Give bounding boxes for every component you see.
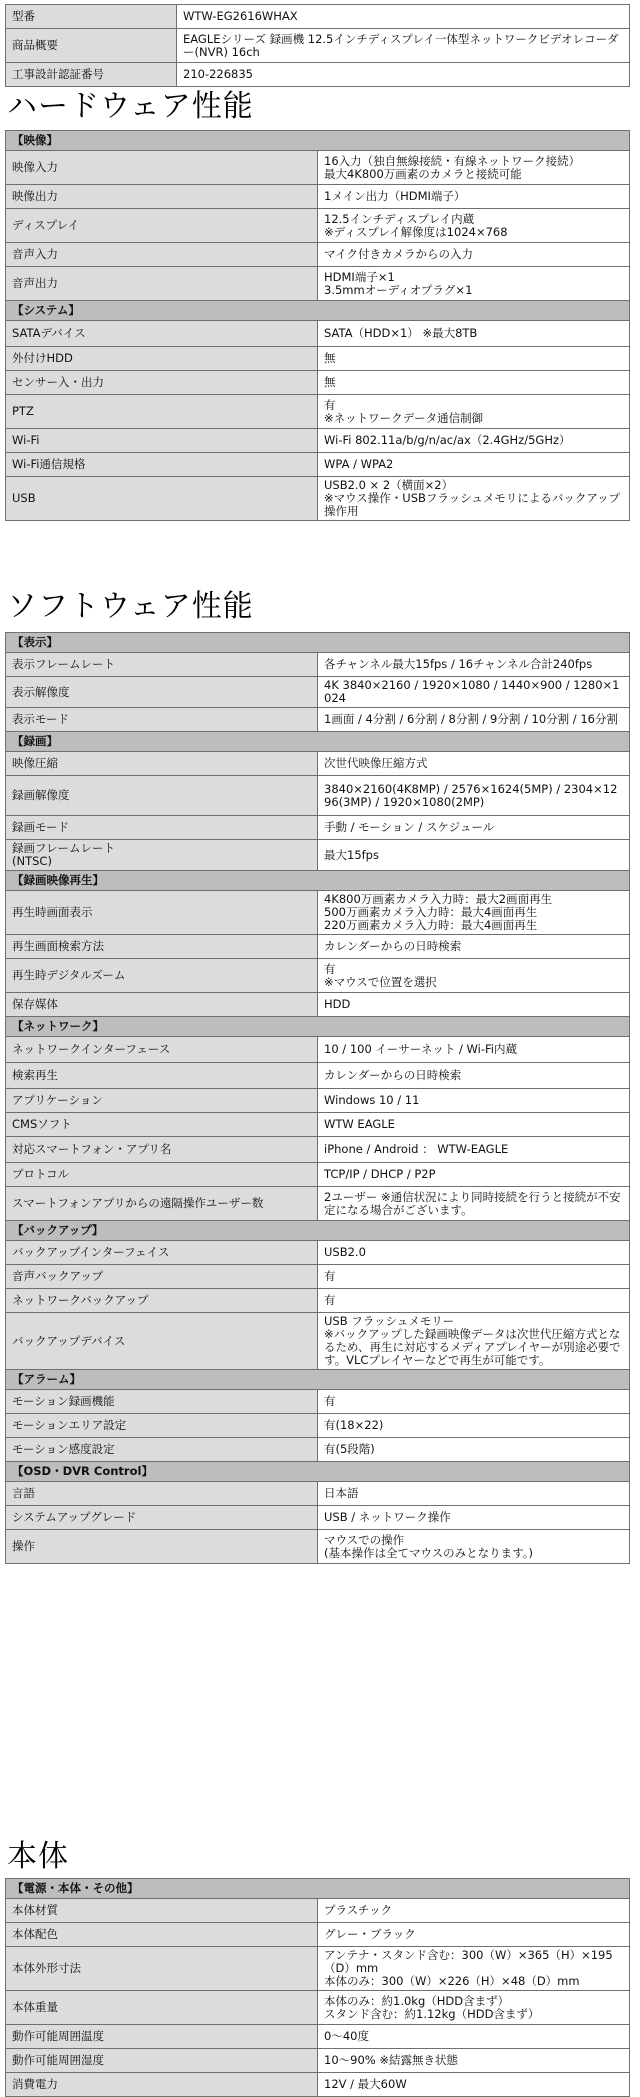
spec-label: ディスプレイ [6,209,318,243]
spec-row [6,5,630,29]
spec-label: PTZ [6,395,318,429]
spec-row [6,1089,630,1113]
spec-value: 最大15fps [318,840,630,871]
spec-row [6,321,630,347]
spec-value: 0〜40度 [318,2025,630,2049]
spec-value: 無 [318,371,630,395]
spec-row [6,477,630,521]
product-summary-table [5,4,630,87]
spec-value: 1画面 / 4分割 / 6分割 / 8分割 / 9分割 / 10分割 / 16分割 [318,708,630,732]
spec-row [6,63,630,87]
spec-row [6,1438,630,1462]
spec-value: 有(5段階) [318,1438,630,1462]
spec-label: 本体重量 [6,1991,318,2025]
spec-value: USB フラッシュメモリー ※バックアップした録画映像データは次世代圧縮方式となるため、再生に対応するメディアプレイヤーが別途必要です。VLCプレイヤーなどで再生が可能です。 [318,1313,630,1370]
group-header-row [6,1462,630,1482]
spec-row [6,1530,630,1564]
spec-row [6,2049,630,2073]
spec-value: USB2.0 [318,1241,630,1265]
group-header-row [6,1879,630,1899]
spec-label: 再生時画面表示 [6,891,318,935]
spec-label: 映像入力 [6,151,318,185]
spec-row [6,151,630,185]
spec-label: モーション感度設定 [6,1438,318,1462]
group-header-row [6,301,630,321]
spec-row [6,1899,630,1923]
spec-row [6,395,630,429]
spec-row [6,1390,630,1414]
group-header: 【録画】 [6,732,630,752]
spec-value: カレンダーからの日時検索 [318,935,630,959]
spec-row [6,347,630,371]
spec-row [6,1241,630,1265]
spec-value: グレー・ブラック [318,1923,630,1947]
spec-value: WTW-EG2616WHAX [177,5,630,29]
spec-label: 型番 [6,5,177,29]
group-header: 【システム】 [6,301,630,321]
group-header: 【OSD・DVR Control】 [6,1462,630,1482]
spec-value: 4K 3840×2160 / 1920×1080 / 1440×900 / 1280×1024 [318,677,630,708]
spec-value: 有 ※マウスで位置を選択 [318,959,630,993]
spec-row [6,371,630,395]
spec-label: 外付けHDD [6,347,318,371]
group-header-row [6,131,630,151]
spec-value: WPA / WPA2 [318,453,630,477]
spec-row [6,1187,630,1221]
spec-row [6,243,630,267]
spec-value: 有(18×22) [318,1414,630,1438]
spec-row [6,935,630,959]
spec-label: システムアップグレード [6,1506,318,1530]
spec-value: 16入力（独自無線接続・有線ネットワーク接続） 最大4K800万画素のカメラと接続可能 [318,151,630,185]
spec-label: 本体材質 [6,1899,318,1923]
spec-value: 2ユーザー ※通信状況により同時接続を行うと接続が不安定になる場合がございます。 [318,1187,630,1221]
group-header: 【録画映像再生】 [6,871,630,891]
group-header-row [6,1221,630,1241]
spec-value: 有 ※ネットワークデータ通信制御 [318,395,630,429]
spec-row [6,267,630,301]
group-header: 【電源・本体・その他】 [6,1879,630,1899]
spec-label: 映像圧縮 [6,752,318,776]
spec-label: 保存媒体 [6,993,318,1017]
spec-label: ネットワークインターフェース [6,1037,318,1063]
spec-value: 10 / 100 イーサーネット / Wi-Fi内蔵 [318,1037,630,1063]
spec-row [6,1482,630,1506]
spec-label: Wi-Fi [6,429,318,453]
spec-label: アプリケーション [6,1089,318,1113]
spec-value: プラスチック [318,1899,630,1923]
spec-row [6,708,630,732]
spec-row [6,1923,630,1947]
spec-label: 表示解像度 [6,677,318,708]
spec-value: アンテナ・スタンド含む：300（W）×365（H）×195（D）mm 本体のみ：300（W）×226（H）×48（D）mm [318,1947,630,1991]
spec-label: SATAデバイス [6,321,318,347]
group-header: 【アラーム】 [6,1370,630,1390]
section-heading: ソフトウェア性能 [7,589,254,624]
spec-label: バックアップデバイス [6,1313,318,1370]
spec-value: 1メイン出力（HDMI端子） [318,185,630,209]
spec-value: 次世代映像圧縮方式 [318,752,630,776]
spec-label: ネットワークバックアップ [6,1289,318,1313]
group-header-row [6,633,630,653]
spec-value: 有 [318,1390,630,1414]
spec-label: 音声バックアップ [6,1265,318,1289]
spec-label: USB [6,477,318,521]
spec-label: 商品概要 [6,29,177,63]
spec-value: Wi-Fi 802.11a/b/g/n/ac/ax（2.4GHz/5GHz） [318,429,630,453]
group-header: 【表示】 [6,633,630,653]
spec-label: 本体外形寸法 [6,1947,318,1991]
spec-table [5,1878,630,2097]
spec-row [6,1313,630,1370]
spec-value: 有 [318,1265,630,1289]
spec-value: HDD [318,993,630,1017]
spec-value: 10〜90% ※結露無き状態 [318,2049,630,2073]
spec-value: 各チャンネル最大15fps / 16チャンネル合計240fps [318,653,630,677]
spec-label: 操作 [6,1530,318,1564]
spec-value: TCP/IP / DHCP / P2P [318,1163,630,1187]
spec-label: 検索再生 [6,1063,318,1089]
spec-row [6,1991,630,2025]
spec-row [6,1414,630,1438]
spec-label: 再生画面検索方法 [6,935,318,959]
spec-value: 日本語 [318,1482,630,1506]
spec-value: 4K800万画素カメラ入力時：最大2画面再生 500万画素カメラ入力時：最大4画面再生 220万画素カメラ入力時：最大4画面再生 [318,891,630,935]
spec-row [6,1113,630,1137]
spec-value: マイク付きカメラからの入力 [318,243,630,267]
spec-row [6,1037,630,1063]
spec-label: モーションエリア設定 [6,1414,318,1438]
spec-row [6,29,630,63]
spec-label: CMSソフト [6,1113,318,1137]
spec-row [6,1506,630,1530]
spec-label: 動作可能周囲湿度 [6,2049,318,2073]
spec-value: 手動 / モーション / スケジュール [318,816,630,840]
spec-value: 12.5インチディスプレイ内蔵 ※ディスプレイ解像度は1024×768 [318,209,630,243]
spec-row [6,1289,630,1313]
spec-label: 録画モード [6,816,318,840]
spec-value: マウスでの操作 (基本操作は全てマウスのみとなります。) [318,1530,630,1564]
spec-value: USB / ネットワーク操作 [318,1506,630,1530]
spec-label: 工事設計認証番号 [6,63,177,87]
spec-label: 本体配色 [6,1923,318,1947]
spec-label: 映像出力 [6,185,318,209]
spec-row [6,816,630,840]
group-header-row [6,1370,630,1390]
spec-label: 動作可能周囲温度 [6,2025,318,2049]
spec-value: Windows 10 / 11 [318,1089,630,1113]
group-header: 【映像】 [6,131,630,151]
group-header: 【ネットワーク】 [6,1017,630,1037]
spec-row [6,1163,630,1187]
spec-value: 210-226835 [177,63,630,87]
spec-row [6,653,630,677]
spec-label: 言語 [6,1482,318,1506]
spec-label: 録画フレームレート (NTSC) [6,840,318,871]
group-header-row [6,871,630,891]
spec-row [6,840,630,871]
spec-value: iPhone / Android ： WTW-EAGLE [318,1137,630,1163]
section-heading: ハードウェア性能 [7,89,254,124]
spec-table [5,632,630,1564]
spec-value: USB2.0 × 2（横面×2） ※マウス操作・USBフラッシュメモリによるバックアップ操作用 [318,477,630,521]
spec-row [6,891,630,935]
spec-value: SATA（HDD×1） ※最大8TB [318,321,630,347]
spec-value: 有 [318,1289,630,1313]
spec-label: Wi-Fi通信規格 [6,453,318,477]
spec-row [6,209,630,243]
spec-label: 音声入力 [6,243,318,267]
spec-row [6,959,630,993]
spec-value: 本体のみ：約1.0kg（HDD含まず） スタンド含む：約1.12kg（HDD含まず） [318,1991,630,2025]
spec-row [6,453,630,477]
spec-row [6,1947,630,1991]
spec-label: 録画解像度 [6,776,318,816]
spec-label: 音声出力 [6,267,318,301]
group-header: 【バックアップ】 [6,1221,630,1241]
spec-value: HDMI端子×1 3.5mmオーディオプラグ×1 [318,267,630,301]
spec-label: バックアップインターフェイス [6,1241,318,1265]
spec-label: 消費電力 [6,2073,318,2097]
spec-label: プロトコル [6,1163,318,1187]
spec-value: 12V / 最大60W [318,2073,630,2097]
spec-label: センサー入・出力 [6,371,318,395]
group-header-row [6,732,630,752]
spec-row [6,1265,630,1289]
spec-label: 再生時デジタルズーム [6,959,318,993]
spec-row [6,677,630,708]
spec-row [6,429,630,453]
spec-value: カレンダーからの日時検索 [318,1063,630,1089]
section-heading: 本体 [7,1839,69,1874]
spec-value: WTW EAGLE [318,1113,630,1137]
spec-row [6,185,630,209]
spec-label: 表示フレームレート [6,653,318,677]
spec-label: 表示モード [6,708,318,732]
group-header-row [6,1017,630,1037]
spec-row [6,776,630,816]
spec-table [5,130,630,521]
spec-row [6,2025,630,2049]
spec-value: 無 [318,347,630,371]
spec-label: モーション録画機能 [6,1390,318,1414]
spec-value: 3840×2160(4K8MP) / 2576×1624(5MP) / 2304×1296(3MP) / 1920×1080(2MP) [318,776,630,816]
spec-value: EAGLEシリーズ 録画機 12.5インチディスプレイ一体型ネットワークビデオレコーダー(NVR) 16ch [177,29,630,63]
spec-row [6,1137,630,1163]
spec-row [6,993,630,1017]
spec-row [6,752,630,776]
spec-row [6,1063,630,1089]
spec-label: 対応スマートフォン・アプリ名 [6,1137,318,1163]
spec-label: スマートフォンアプリからの遠隔操作ユーザー数 [6,1187,318,1221]
